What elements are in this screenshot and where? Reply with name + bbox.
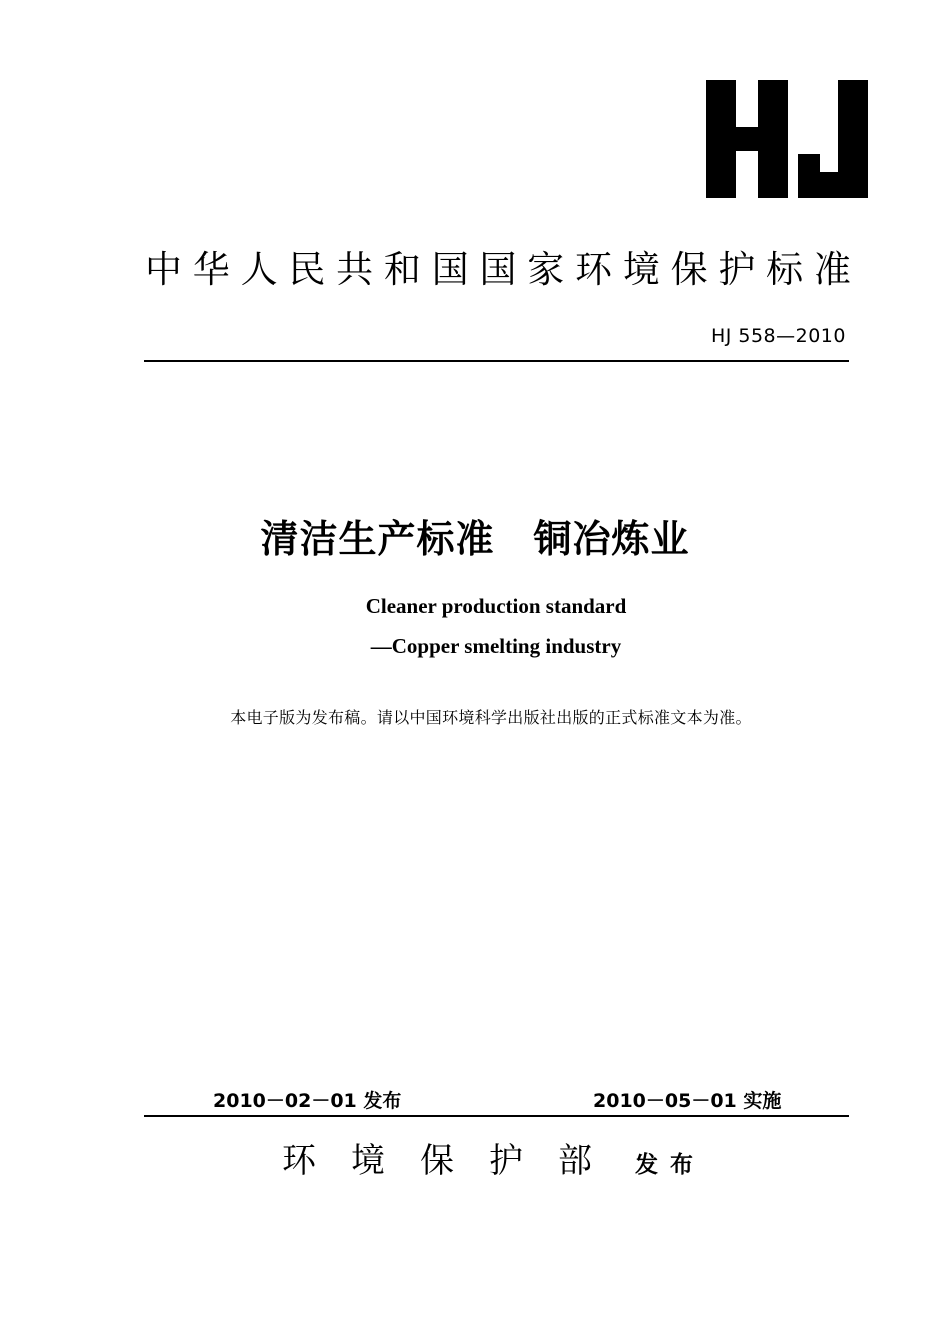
electronic-version-notice: 本电子版为发布稿。请以中国环境科学出版社出版的正式标准文本为准。 bbox=[230, 708, 752, 727]
chinese-title: 清洁生产标准 铜冶炼业 bbox=[260, 517, 690, 561]
publisher-action: 发布 bbox=[635, 1152, 705, 1178]
top-divider bbox=[144, 360, 849, 362]
publisher bbox=[282, 1133, 705, 1182]
hj-logo-graphic bbox=[706, 80, 868, 198]
publisher-name: 环境保护部 bbox=[282, 1141, 627, 1181]
hj-logo bbox=[706, 80, 868, 198]
english-title-line1: Cleaner production standard bbox=[365, 594, 627, 618]
english-title bbox=[0, 586, 950, 666]
english-title-line2: —Copper smelting industry bbox=[370, 634, 622, 658]
standard-number: HJ 558—2010 bbox=[710, 325, 846, 347]
issue-date: 2010－02－01 发布 bbox=[213, 1090, 402, 1112]
national-standard-heading: 中 华 人 民 共 和 国 国 家 环 境 保 护 标 准 bbox=[145, 248, 851, 291]
bottom-divider bbox=[144, 1115, 849, 1117]
implementation-date: 2010－05－01 实施 bbox=[593, 1090, 782, 1112]
